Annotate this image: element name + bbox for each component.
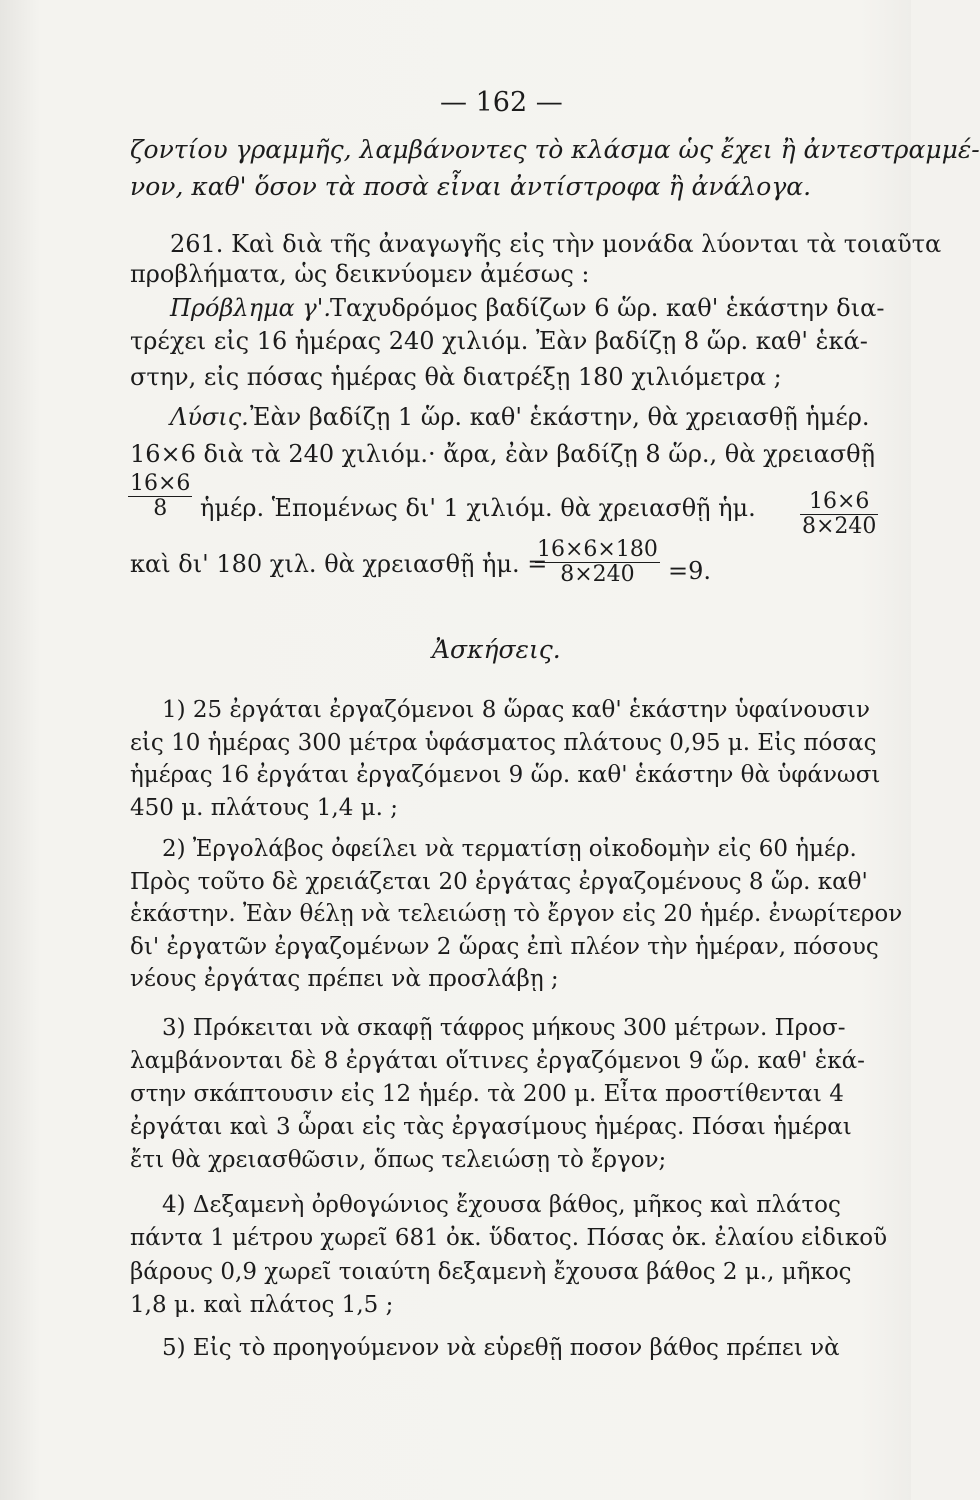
exercise-line: 4) Δεξαμενὴ ὀρθογώνιος ἔχουσα βάθος, μῆκος καὶ πλάτος	[162, 1192, 841, 1218]
exercise-line: βάρους 0,9 χωρεῖ τοιαύτη δεξαμενὴ ἔχουσα βάθος 2 μ., μῆκος	[130, 1259, 852, 1285]
exercise-line: 3) Πρόκειται νὰ σκαφῇ τάφρος μήκους 300 μέτρων. Προσ-	[162, 1015, 846, 1041]
exercise-line: λαμβάνονται δὲ 8 ἐργάται οἵτινες ἐργαζόμενοι 9 ὥρ. καθ' ἑκά-	[130, 1048, 865, 1074]
fraction	[800, 490, 878, 539]
fraction-denominator: 8×240	[560, 562, 635, 587]
text-line: νον, καθ' ὅσον τὰ ποσὰ εἶναι ἀντίστροφα ἢ ἀνάλογα.	[130, 172, 812, 201]
exercise-line: 1) 25 ἐργάται ἐργαζόμενοι 8 ὥρας καθ' ἑκάστην ὑφαίνουσιν	[162, 697, 870, 723]
exercise-line: ἔτι θὰ χρειασθῶσιν, ὅπως τελειώσῃ τὸ ἔργον;	[130, 1147, 667, 1173]
exercises-heading: Ἀσκήσεις.	[432, 635, 561, 664]
text-line: τρέχει εἰς 16 ἡμέρας 240 χιλιόμ. Ἐὰν βαδίζῃ 8 ὥρ. καθ' ἑκά-	[130, 327, 868, 355]
problem-label: Πρόβλημα γ'.	[170, 294, 331, 322]
text-line: =9.	[668, 557, 712, 585]
fraction-denominator: 8×240	[802, 514, 877, 539]
fraction-denominator: 8	[153, 496, 168, 521]
fraction-numerator: 16×6	[800, 490, 878, 515]
exercise-line: δι' ἐργατῶν ἐργαζομένων 2 ὥρας ἐπὶ πλέον τὴν ἡμέραν, πόσους	[130, 934, 879, 960]
exercise-line: εἰς 10 ἡμέρας 300 μέτρα ὑφάσματος πλάτους 0,95 μ. Εἰς πόσας	[130, 730, 877, 756]
exercise-line: νέους ἐργάτας πρέπει νὰ προσλάβῃ ;	[130, 966, 559, 992]
solution-label: Λύσις.	[170, 403, 249, 431]
exercise-line: πάντα 1 μέτρου χωρεῖ 681 ὀκ. ὕδατος. Πόσας ὀκ. ἐλαίου εἰδικοῦ	[130, 1225, 888, 1251]
exercise-line: 1,8 μ. καὶ πλάτος 1,5 ;	[130, 1292, 394, 1318]
fraction	[535, 538, 660, 587]
text-line: Ἐὰν βαδίζῃ 1 ὥρ. καθ' ἑκάστην, θὰ χρειασθῇ ἡμέρ.	[250, 403, 870, 431]
text-line: ζοντίου γραμμῆς, λαμβάνοντες τὸ κλάσμα ὡς ἔχει ἢ ἀντεστραμμέ-	[130, 135, 980, 164]
exercise-line: 450 μ. πλάτους 1,4 μ. ;	[130, 795, 398, 821]
page-number: — 162 —	[440, 87, 563, 118]
fraction-numerator: 16×6	[130, 471, 191, 496]
exercise-line: στην σκάπτουσιν εἰς 12 ἡμέρ. τὰ 200 μ. Εἶτα προστίθενται 4	[130, 1081, 844, 1107]
exercise-line: Πρὸς τοῦτο δὲ χρειάζεται 20 ἐργάτας ἐργαζομένους 8 ὥρ. καθ'	[130, 869, 868, 895]
exercise-line: ἑκάστην. Ἐὰν θέλῃ νὰ τελειώσῃ τὸ ἔργον εἰς 20 ἡμέρ. ἐνωρίτερον	[130, 901, 903, 927]
text-line: Ταχυδρόμος βαδίζων 6 ὥρ. καθ' ἑκάστην δια-	[330, 294, 885, 322]
exercise-line: 2) Ἐργολάβος ὀφείλει νὰ τερματίσῃ οἰκοδομὴν εἰς 60 ἡμέρ.	[162, 836, 857, 862]
text-line: ἡμέρ. Ἑπομένως δι' 1 χιλιόμ. θὰ χρειασθῇ ἡμ.	[200, 494, 756, 522]
exercise-line: ἐργάται καὶ 3 ὧραι εἰς τὰς ἐργασίμους ἡμέρας. Πόσαι ἡμέραι	[130, 1114, 852, 1140]
text-line: 261. Καὶ διὰ τῆς ἀναγωγῆς εἰς τὴν μονάδα λύονται τὰ τοιαῦτα	[170, 230, 942, 258]
fraction-numerator: 16×6×180	[537, 537, 658, 562]
fraction	[128, 472, 192, 521]
text-line: στην, εἰς πόσας ἡμέρας θὰ διατρέξῃ 180 χιλιόμετρα ;	[130, 363, 782, 391]
text-line: 16×6 διὰ τὰ 240 χιλιόμ.· ἄρα, ἐὰν βαδίζῃ 8 ὥρ., θὰ χρειασθῇ	[130, 440, 876, 468]
text-line: καὶ δι' 180 χιλ. θὰ χρειασθῇ ἡμ. =	[130, 550, 548, 578]
text-line: προβλήματα, ὡς δεικνύομεν ἀμέσως :	[130, 260, 590, 288]
exercise-line: ἡμέρας 16 ἐργάται ἐργαζόμενοι 9 ὥρ. καθ' ἑκάστην θὰ ὑφάνωσι	[130, 762, 881, 788]
exercise-line: 5) Εἰς τὸ προηγούμενον νὰ εὑρεθῇ ποσον βάθος πρέπει νὰ	[162, 1335, 840, 1361]
